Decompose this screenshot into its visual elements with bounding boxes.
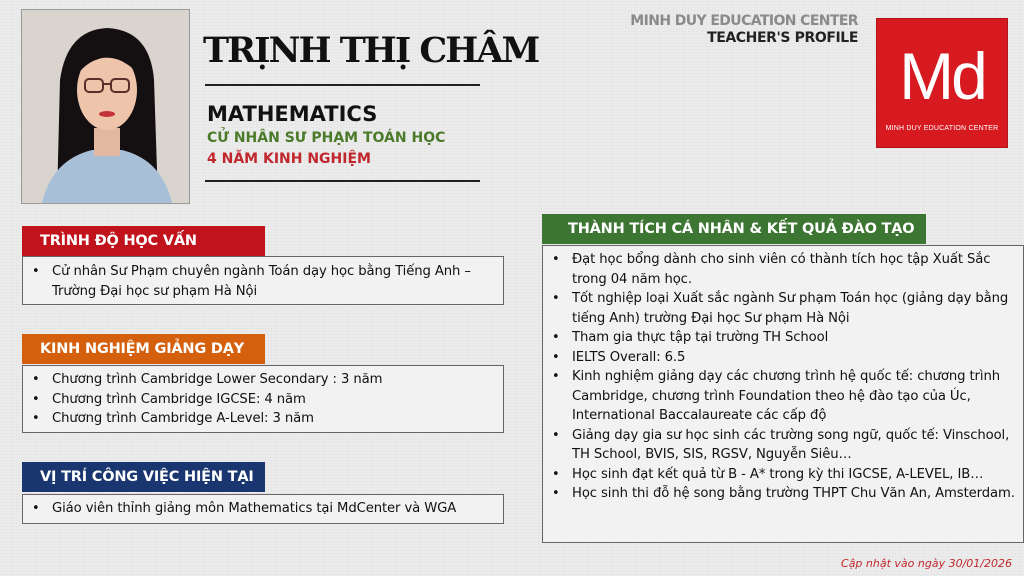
position-list	[23, 499, 503, 519]
md-logo	[876, 18, 1008, 148]
education-item: • Cử nhân Sư Phạm chuyên ngành Toán dạy học bằng Tiếng Anh – Trường Đại học sư phạm Hà Nội	[23, 262, 503, 301]
logo-text: Md	[899, 39, 985, 113]
name-divider	[205, 84, 480, 86]
experience-box	[22, 365, 504, 433]
achievement-item: • IELTS Overall: 6.5	[543, 348, 1017, 368]
profile-label: TEACHER'S PROFILE	[707, 30, 858, 46]
achievements-header: THÀNH TÍCH CÁ NHÂN & KẾT QUẢ ĐÀO TẠO	[542, 214, 926, 244]
achievements-list	[543, 250, 1017, 504]
position-item: • Giáo viên thỉnh giảng môn Mathematics tại MdCenter và WGA	[23, 499, 503, 519]
teacher-experience: 4 NĂM KINH NGHIỆM	[207, 151, 371, 167]
experience-item: • Chương trình Cambridge IGCSE: 4 năm	[23, 390, 503, 410]
achievements-box	[542, 245, 1024, 543]
teacher-photo	[21, 9, 190, 204]
position-box	[22, 494, 504, 524]
teacher-degree: CỬ NHÂN SƯ PHẠM TOÁN HỌC	[207, 130, 446, 146]
experience-list	[23, 370, 503, 429]
teacher-subject: MATHEMATICS	[207, 102, 378, 126]
experience-header: KINH NGHIỆM GIẢNG DẠY	[22, 334, 265, 364]
info-divider	[205, 180, 480, 182]
achievement-item: • Học sinh đạt kết quả từ B - A* trong kỳ thi IGCSE, A-LEVEL, IB…	[543, 465, 1017, 485]
update-note: Cập nhật vào ngày 30/01/2026	[841, 557, 1012, 570]
achievement-item: • Tham gia thực tập tại trường TH School	[543, 328, 1017, 348]
achievement-item: • Kinh nghiệm giảng dạy các chương trình hệ quốc tế: chương trình Cambridge, chương trình Foundation theo hệ đào tạo của Úc, International Baccalaureate các cấp độ	[543, 367, 1017, 426]
logo-subtext: MINH DUY EDUCATION CENTER	[885, 125, 999, 132]
position-header: VỊ TRÍ CÔNG VIỆC HIỆN TẠI	[22, 462, 265, 492]
education-header: TRÌNH ĐỘ HỌC VẤN	[22, 226, 265, 256]
center-name: MINH DUY EDUCATION CENTER	[630, 13, 858, 29]
education-list	[23, 262, 503, 301]
teacher-name: TRỊNH THỊ CHÂM	[203, 30, 539, 71]
experience-item: • Chương trình Cambridge A-Level: 3 năm	[23, 409, 503, 429]
education-box	[22, 256, 504, 305]
achievement-item: • Học sinh thi đỗ hệ song bằng trường THPT Chu Văn An, Amsterdam.	[543, 484, 1017, 504]
achievement-item: • Đạt học bổng dành cho sinh viên có thành tích học tập Xuất Sắc trong 04 năm học.	[543, 250, 1017, 289]
achievement-item: • Giảng dạy gia sư học sinh các trường song ngữ, quốc tế: Vinschool, TH School, BVIS, SIS, RGSV, Nguyễn Siêu…	[543, 426, 1017, 465]
experience-item: • Chương trình Cambridge Lower Secondary : 3 năm	[23, 370, 503, 390]
achievement-item: • Tốt nghiệp loại Xuất sắc ngành Sư phạm Toán học (giảng dạy bằng tiếng Anh) trường Đại học Sư phạm Hà Nội	[543, 289, 1017, 328]
